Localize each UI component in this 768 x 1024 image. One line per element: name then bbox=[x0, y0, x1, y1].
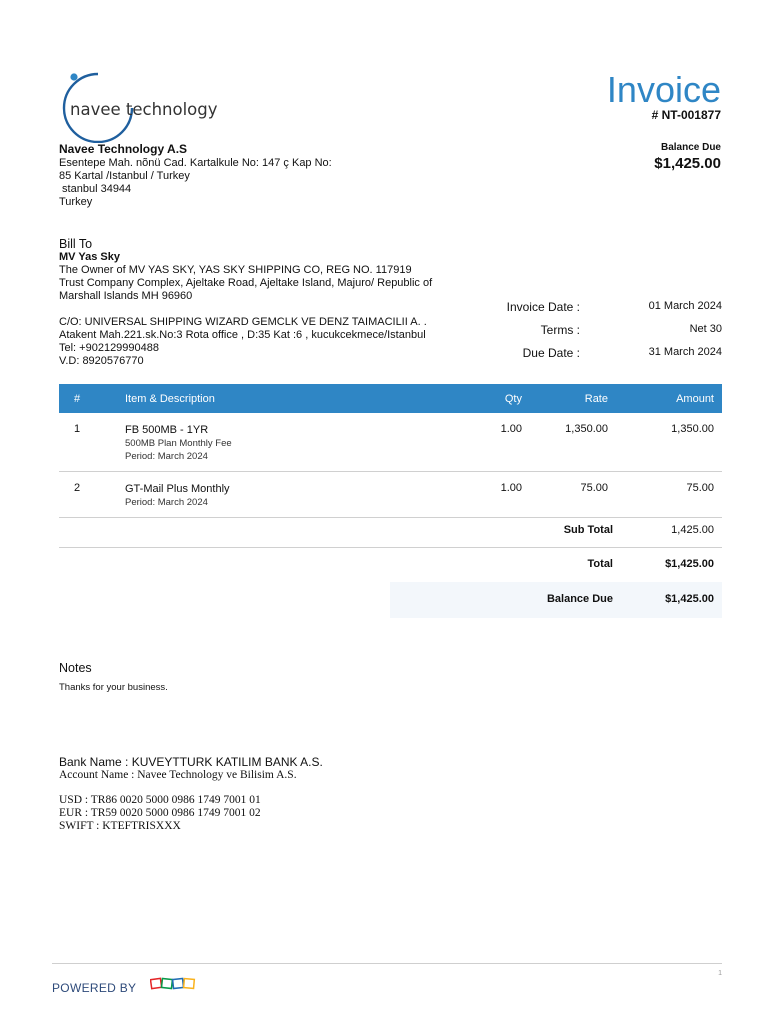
company-logo bbox=[58, 68, 228, 143]
bill-to-label: Bill To bbox=[59, 237, 93, 251]
address-line: Esentepe Mah. nõnü Cad. Kartalkule No: 147 ç Kap No: bbox=[59, 157, 332, 169]
meta-label: Due Date : bbox=[522, 346, 580, 360]
company-address bbox=[59, 142, 332, 209]
meta-value: 31 March 2024 bbox=[648, 346, 722, 358]
total-value: $1,425.00 bbox=[665, 558, 714, 570]
header-rate: Rate bbox=[530, 384, 616, 413]
address-line: 85 Kartal /Istanbul / Turkey bbox=[59, 170, 190, 182]
meta-value: 01 March 2024 bbox=[648, 300, 722, 312]
balance-due-row-label: Balance Due bbox=[546, 593, 613, 605]
address-line: Turkey bbox=[59, 196, 93, 208]
balance-due-row-value: $1,425.00 bbox=[665, 593, 714, 605]
totals-block bbox=[390, 515, 722, 618]
logo-dot-icon bbox=[70, 73, 77, 80]
zoho-logo-icon bbox=[150, 976, 196, 992]
invoice-number: # NT-001877 bbox=[651, 108, 721, 122]
item-subtext: 500MB Plan Monthly Fee bbox=[125, 438, 232, 449]
balance-due-row bbox=[390, 582, 722, 618]
row-qty: 1.00 bbox=[444, 413, 530, 472]
row-amount: 75.00 bbox=[616, 472, 722, 518]
row-rate: 1,350.00 bbox=[530, 413, 616, 472]
item-title: FB 500MB - 1YR bbox=[125, 424, 209, 436]
iban-eur: EUR : TR59 0020 5000 0986 1749 7001 02 bbox=[59, 807, 261, 819]
row-description bbox=[95, 472, 444, 518]
sub-total-row bbox=[390, 515, 722, 548]
table-header bbox=[59, 384, 722, 413]
row-qty: 1.00 bbox=[444, 472, 530, 518]
meta-label: Invoice Date : bbox=[506, 300, 580, 314]
footer-divider bbox=[52, 963, 722, 964]
invoice-title: Invoice bbox=[606, 69, 721, 110]
row-num: 2 bbox=[59, 472, 95, 518]
balance-due-amount: $1,425.00 bbox=[654, 155, 721, 172]
bill-to-line: C/O: UNIVERSAL SHIPPING WIZARD GEMCLK VE DENZ TAIMACILII A. . bbox=[59, 316, 427, 328]
total-row bbox=[390, 548, 722, 582]
balance-due-label: Balance Due bbox=[660, 142, 721, 153]
bank-name: Bank Name : KUVEYTTURK KATILIM BANK A.S. bbox=[59, 755, 323, 769]
item-title: GT-Mail Plus Monthly bbox=[125, 483, 230, 495]
row-rate: 75.00 bbox=[530, 472, 616, 518]
bank-details bbox=[59, 755, 323, 833]
logo-text: navee technology bbox=[70, 100, 218, 119]
header-description: Item & Description bbox=[95, 384, 444, 413]
bill-to-line: Trust Company Complex, Ajeltake Road, Ajeltake Island, Majuro/ Republic of bbox=[59, 277, 433, 289]
bill-to-line: Atakent Mah.221.sk.No:3 Rota office , D:35 Kat :6 , kucukcekmece/Istanbul bbox=[59, 329, 426, 341]
row-amount: 1,350.00 bbox=[616, 413, 722, 472]
meta-due-date bbox=[440, 344, 722, 367]
account-name: Account Name : Navee Technology ve Bilisim A.S. bbox=[59, 769, 297, 781]
header-num: # bbox=[59, 384, 95, 413]
meta-terms bbox=[440, 321, 722, 344]
bill-to-line: The Owner of MV YAS SKY, YAS SKY SHIPPING CO, REG NO. 117919 bbox=[59, 264, 412, 276]
item-subtext: Period: March 2024 bbox=[125, 451, 208, 462]
meta-label: Terms : bbox=[540, 323, 580, 337]
notes-label: Notes bbox=[59, 661, 92, 675]
sub-total-value: 1,425.00 bbox=[671, 524, 714, 536]
invoice-meta bbox=[440, 298, 722, 367]
row-num: 1 bbox=[59, 413, 95, 472]
bill-to-line: Marshall Islands MH 96960 bbox=[59, 290, 193, 302]
notes-text: Thanks for your business. bbox=[59, 682, 168, 693]
row-description bbox=[95, 413, 444, 472]
item-subtext: Period: March 2024 bbox=[125, 497, 208, 508]
address-line: stanbul 34944 bbox=[59, 183, 132, 195]
bill-to-name: MV Yas Sky bbox=[59, 251, 120, 263]
totals-divider bbox=[59, 547, 722, 548]
powered-by-text: POWERED BY bbox=[52, 981, 137, 995]
header-amount: Amount bbox=[616, 384, 722, 413]
swift-code: SWIFT : KTEFTRISXXX bbox=[59, 820, 181, 832]
page-number: 1 bbox=[718, 970, 722, 977]
bill-to-line: V.D: 8920576770 bbox=[59, 355, 144, 367]
meta-invoice-date bbox=[440, 298, 722, 321]
iban-usd: USD : TR86 0020 5000 0986 1749 7001 01 bbox=[59, 794, 261, 806]
table-row bbox=[59, 472, 722, 518]
bill-to-line: Tel: +902129990488 bbox=[59, 342, 160, 354]
table-row bbox=[59, 413, 722, 472]
sub-total-label: Sub Total bbox=[563, 524, 613, 536]
items-table bbox=[59, 384, 722, 518]
meta-value: Net 30 bbox=[689, 323, 722, 335]
header-qty: Qty bbox=[444, 384, 530, 413]
bill-to-address bbox=[59, 251, 479, 368]
company-name: Navee Technology A.S bbox=[59, 142, 188, 156]
total-label: Total bbox=[587, 558, 613, 570]
